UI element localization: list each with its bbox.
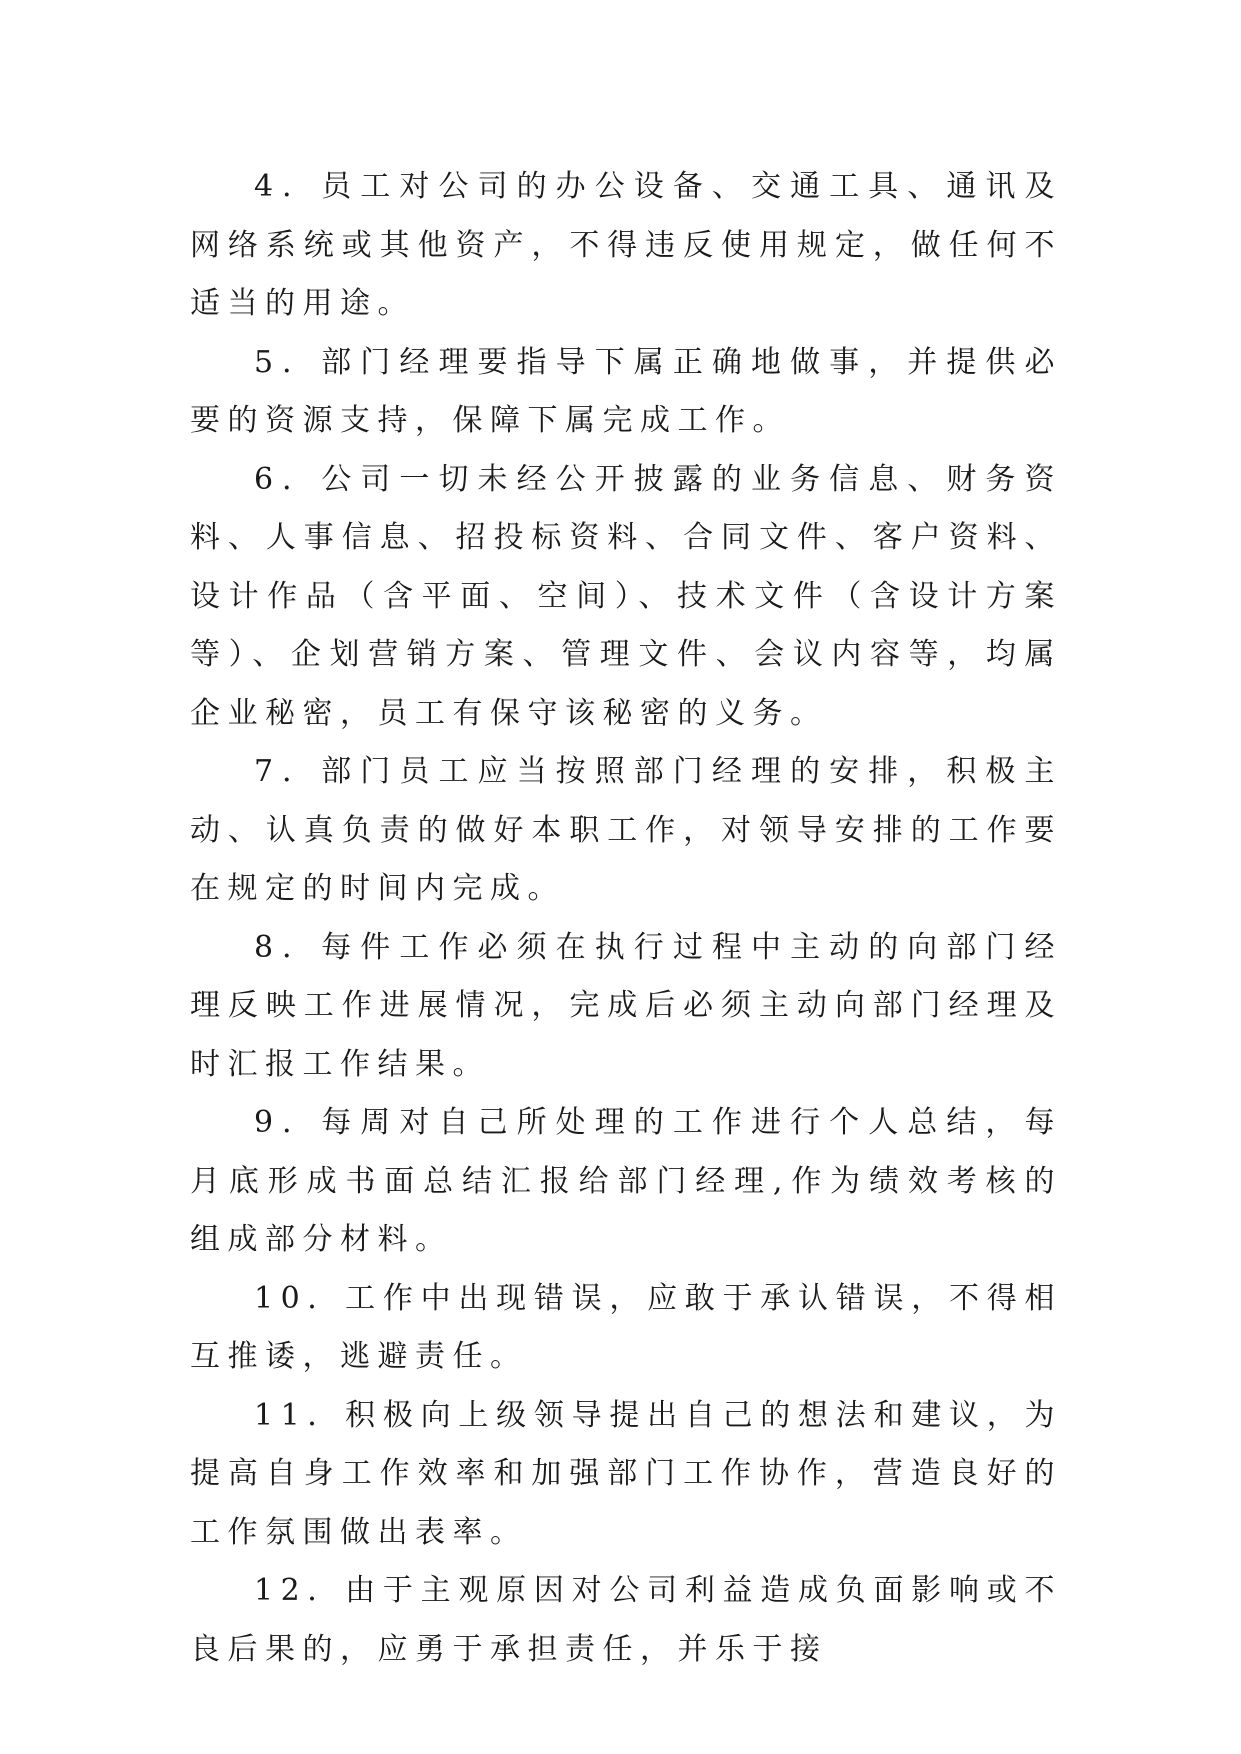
paragraph-item-4: 4．员工对公司的办公设备、交通工具、通讯及网络系统或其他资产，不得违反使用规定，做任何不适当的用途。 (190, 169, 1062, 321)
paragraph-item-11: 11．积极向上级领导提出自己的想法和建议，为提高自身工作效率和加强部门工作协作，营造良好的工作氛围做出表率。 (190, 1397, 1062, 1550)
paragraph-item-9: 9．每周对自己所处理的工作进行个人总结，每月底形成书面总结汇报给部门经理,作为绩效考核的组成部分材料。 (190, 1105, 1062, 1257)
paragraph-item-5: 5．部门经理要指导下属正确地做事，并提供必要的资源支持，保障下属完成工作。 (190, 344, 1062, 438)
paragraph-item-12: 12．由于主观原因对公司利益造成负面影响或不良后果的，应勇于承担责任，并乐于接 (190, 1573, 1062, 1667)
paragraph-item-6: 6．公司一切未经公开披露的业务信息、财务资料、人事信息、招投标资料、合同文件、客户资料、设计作品（含平面、空间）、技术文件（含设计方案等）、企划营销方案、管理文件、会议内容等，均属企业秘密，员工有保守该秘密的义务。 (190, 461, 1062, 731)
paragraph-item-10: 10．工作中出现错误，应敢于承认错误，不得相互推诿，逃避责任。 (190, 1280, 1062, 1374)
paragraph-item-8: 8．每件工作必须在执行过程中主动的向部门经理反映工作进展情况，完成后必须主动向部门经理及时汇报工作结果。 (190, 929, 1062, 1082)
paragraph-item-7: 7．部门员工应当按照部门经理的安排，积极主动、认真负责的做好本职工作，对领导安排的工作要在规定的时间内完成。 (190, 754, 1062, 906)
document-body (190, 158, 1062, 1679)
